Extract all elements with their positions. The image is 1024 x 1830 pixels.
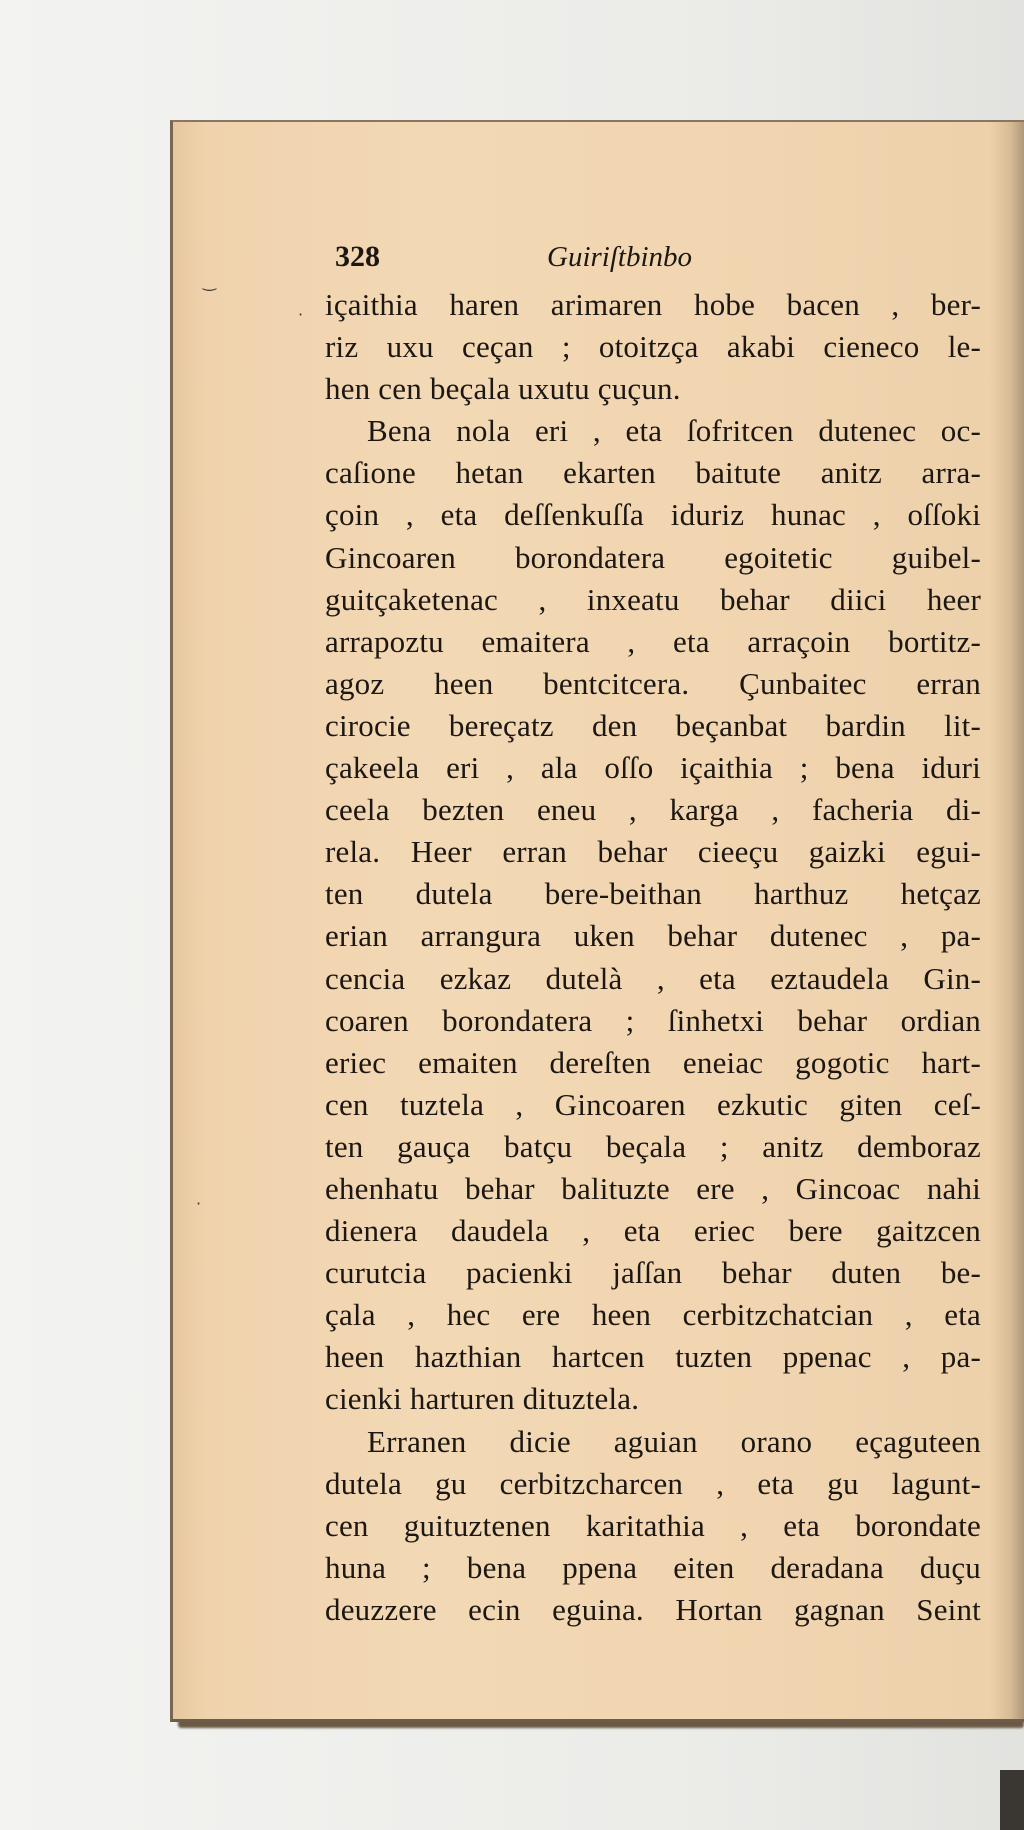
text-line: ten dutela bere-beithan harthuz hetçaz xyxy=(325,876,981,912)
text-line: arrapoztu emaitera , eta arraçoin bortitz- xyxy=(325,623,981,659)
text-line: guitçaketenac , inxeatu behar diici heer xyxy=(325,581,981,617)
text-line: cen guituztenen karitathia , eta borondate xyxy=(325,1507,981,1543)
text-line: dienera daudela , eta eriec bere gaitzcen xyxy=(325,1213,981,1249)
text-line: agoz heen bentcitcera. Çunbaitec erran xyxy=(325,665,981,701)
text-line: dutela gu cerbitzcharcen , eta gu lagunt- xyxy=(325,1465,981,1501)
stray-mark: · xyxy=(298,305,304,324)
stray-mark: ‿ xyxy=(203,272,216,291)
text-line: hen cen beçala uxutu çuçun. xyxy=(325,371,681,407)
paragraph-start-line: Erranen dicie aguian orano eçaguteen xyxy=(367,1423,981,1459)
stray-mark: · xyxy=(196,1194,202,1213)
running-title: Guiriſtbinbo xyxy=(547,241,693,273)
text-line: erian arrangura uken behar dutenec , pa- xyxy=(325,918,981,954)
page-text xyxy=(325,238,981,1631)
paragraph-start-line: Bena nola eri , eta ſofritcen dutenec oc- xyxy=(367,413,981,449)
text-line: deuzzere ecin eguina. Hortan gagnan Seint xyxy=(325,1591,981,1627)
text-line: çakeela eri , ala oſſo içaithia ; bena iduri xyxy=(325,750,981,786)
text-line: curutcia pacienki jaſſan behar duten be- xyxy=(325,1255,981,1291)
text-line: caſione hetan ekarten baitute anitz arra- xyxy=(325,455,981,491)
text-line: cen tuztela , Gincoaren ezkutic giten ceſ- xyxy=(325,1086,981,1122)
text-line: içaithia haren arimaren hobe bacen , ber- xyxy=(325,287,981,322)
text-line: rela. Heer erran behar cieeçu gaizki egui- xyxy=(325,834,981,870)
text-line: riz uxu ceçan ; otoitzça akabi cieneco le- xyxy=(325,329,981,365)
text-line: ten gauça batçu beçala ; anitz demboraz xyxy=(325,1128,981,1164)
text-line: heen hazthian hartcen tuzten ppenac , pa- xyxy=(325,1339,981,1375)
text-line: ceela bezten eneu , karga , facheria di- xyxy=(325,792,981,828)
text-line: ehenhatu behar balituzte ere , Gincoac nahi xyxy=(325,1170,981,1206)
scan-gutter xyxy=(1000,1770,1024,1830)
running-head xyxy=(325,238,981,284)
text-line: cienki harturen dituztela. xyxy=(325,1381,640,1417)
text-line: çala , hec ere heen cerbitzchatcian , eta xyxy=(325,1297,981,1333)
page-edge xyxy=(990,122,1024,1719)
page-number: 328 xyxy=(335,240,380,273)
text-line: cencia ezkaz dutelà , eta eztaudela Gin- xyxy=(325,960,981,996)
text-line: Gincoaren borondatera egoitetic guibel- xyxy=(325,539,981,575)
text-line: coaren borondatera ; ſinhetxi behar ordian xyxy=(325,1002,981,1038)
text-line: çoin , eta deſſenkuſſa iduriz hunac , oſſoki xyxy=(325,497,981,533)
text-line: huna ; bena ppena eiten deradana duçu xyxy=(325,1549,981,1585)
text-line: eriec emaiten dereſten eneiac gogotic hart- xyxy=(325,1044,981,1080)
text-line: cirocie bereçatz den beçanbat bardin lit- xyxy=(325,707,981,743)
